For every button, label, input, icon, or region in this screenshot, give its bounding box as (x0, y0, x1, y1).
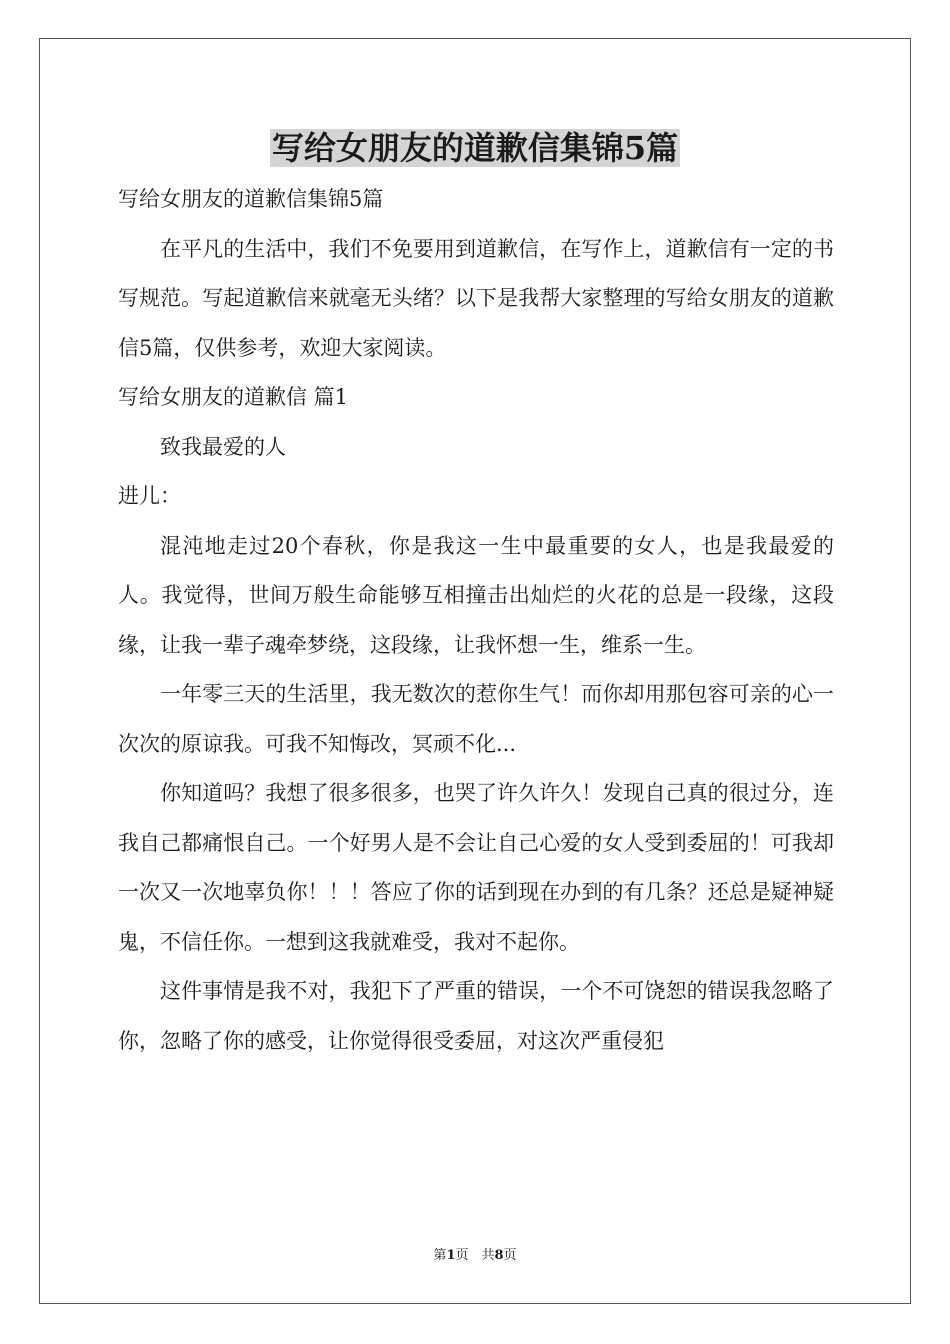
paragraph: 写给女朋友的道歉信 篇1 (118, 385, 349, 409)
paragraph: 写给女朋友的道歉信集锦5篇 (118, 187, 384, 211)
footer-page-current: 1 (446, 1248, 456, 1263)
document-body (118, 175, 834, 1066)
paragraph: 你知道吗？我想了很多很多，也哭了许久许久！发现自己真的很过分，连我自己都痛恨自己。一个好男人是不会让自己心爱的女人受到委屈的！可我却一次又一次地辜负你！！！答应了你的话到现在办到的有几条？还总是疑神疑鬼，不信任你。一想到这我就难受，我对不起你。 (118, 781, 834, 954)
page-footer (0, 1247, 950, 1265)
footer-page-total: 8 (494, 1248, 504, 1263)
footer-prefix: 第 (433, 1248, 447, 1263)
footer-mid: 页 共 (455, 1248, 495, 1263)
paragraph: 致我最爱的人 (160, 434, 286, 459)
paragraph: 进儿： (118, 484, 181, 508)
document-title (0, 126, 950, 170)
document-title-text: 写给女朋友的道歉信集锦5篇 (271, 129, 679, 167)
paragraph: 在平凡的生活中，我们不免要用到道歉信，在写作上，道歉信有一定的书写规范。写起道歉信来就毫无头绪？以下是我帮大家整理的写给女朋友的道歉信5篇，仅供参考，欢迎大家阅读。 (118, 236, 834, 360)
footer-suffix: 页 (503, 1248, 517, 1263)
paragraph: 一年零三天的生活里，我无数次的惹你生气！而你却用那包容可亲的心一次次的原谅我。可我不知悔改，冥顽不化... (118, 682, 834, 756)
paragraph: 这件事情是我不对，我犯下了严重的错误，一个不可饶恕的错误我忽略了你，忽略了你的感受，让你觉得很受委屈，对这次严重侵犯 (118, 979, 834, 1053)
paragraph: 混沌地走过20个春秋，你是我这一生中最重要的女人，也是我最爱的人。我觉得，世间万般生命能够互相撞击出灿烂的火花的总是一段缘，这段缘，让我一辈子魂牵梦绕，这段缘，让我怀想一生，维系一生。 (118, 533, 834, 657)
